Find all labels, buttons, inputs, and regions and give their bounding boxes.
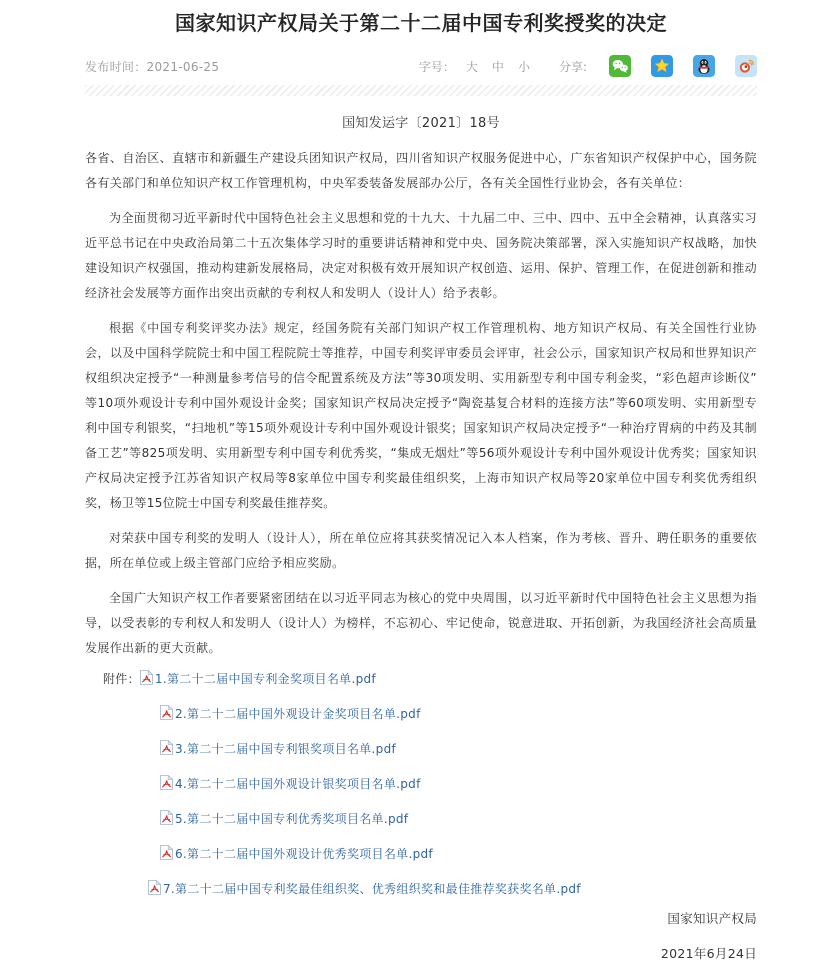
attachments-section: [85, 669, 757, 900]
meta-controls: [419, 55, 757, 77]
attachment-link-7[interactable]: 7.第二十二届中国专利奖最佳组织奖、优秀组织奖和最佳推荐奖获奖名单.pdf: [148, 882, 581, 896]
attachment-row-6: [85, 844, 757, 865]
attachment-link-6[interactable]: 6.第二十二届中国外观设计优秀奖项目名单.pdf: [160, 847, 433, 861]
attachments-label: 附件：: [103, 672, 140, 686]
attachment-row-1: [85, 669, 757, 690]
body-paragraph-2: 根据《中国专利奖评奖办法》规定，经国务院有关部门知识产权工作管理机构、地方知识产权局、有关全国性行业协会，以及中国科学院院士和中国工程院院士等推荐，中国专利奖评审委员会评审，社会公示，国家知识产权局和世界知识产权组织决定授予“一种测量参考信号的信令配置系统及方法”等30项发明、实用新型专利中国专利金奖，“彩色超声诊断仪”等10项外观设计专利中国外观设计金奖；国家知识产权局决定授予“陶瓷基复合材料的连接方法”等60项发明、实用新型专利中国专利银奖，“扫地机”等15项外观设计专利中国外观设计银奖；国家知识产权局决定授予“一种治疗胃病的中药及其制备工艺”等825项发明、实用新型专利中国专利优秀奖，“集成无烟灶”等56项外观设计专利中国外观设计优秀奖；国家知识产权局决定授予江苏省知识产权局等8家单位中国专利奖最佳组织奖，上海市知识产权局等20家单位中国专利奖优秀组织奖，杨卫等15位院士中国专利奖最佳推荐奖。: [85, 321, 757, 510]
font-size-large-button[interactable]: 大: [465, 59, 478, 74]
meta-bar: [85, 54, 757, 78]
wechat-icon[interactable]: [609, 55, 631, 77]
pdf-icon: [160, 705, 173, 720]
signature-block: [85, 908, 757, 964]
pdf-icon: [160, 740, 173, 755]
page-title: 国家知识产权局关于第二十二届中国专利奖授奖的决定: [175, 11, 667, 35]
signature-org: 国家知识产权局: [667, 911, 757, 926]
attachment-link-5[interactable]: 5.第二十二届中国专利优秀奖项目名单.pdf: [160, 812, 408, 826]
attachment-link-1[interactable]: 1.第二十二届中国专利金奖项目名单.pdf: [140, 672, 376, 686]
font-size-medium-button[interactable]: 中: [491, 59, 504, 74]
publish-time: [85, 58, 219, 75]
signature-date: 2021年6月24日: [660, 946, 757, 961]
weibo-icon[interactable]: [735, 55, 757, 77]
pdf-icon: [140, 670, 153, 685]
attachment-row-7: [85, 879, 757, 900]
qzone-star-icon[interactable]: [651, 55, 673, 77]
attachment-row-5: [85, 809, 757, 830]
body-paragraph-4: 全国广大知识产权工作者要紧密团结在以习近平同志为核心的党中央周围，以习近平新时代中国特色社会主义思想为指导，以受表彰的专利权人和发明人（设计人）为榜样，不忘初心、牢记使命，锐意进取、开拓创新，为我国经济社会高质量发展作出新的更大贡献。: [85, 591, 757, 655]
publish-time-label: 发布时间：: [85, 59, 147, 74]
pdf-icon: [160, 775, 173, 790]
attachment-link-4[interactable]: 4.第二十二届中国外观设计银奖项目名单.pdf: [160, 777, 421, 791]
attachment-row-2: [85, 704, 757, 725]
attachment-row-3: [85, 739, 757, 760]
share-label: 分享:: [558, 59, 587, 74]
pdf-icon: [148, 880, 161, 895]
pdf-icon: [160, 845, 173, 860]
qq-icon[interactable]: [693, 55, 715, 77]
attachment-link-2[interactable]: 2.第二十二届中国外观设计金奖项目名单.pdf: [160, 707, 421, 721]
attachment-row-4: [85, 774, 757, 795]
addressee-paragraph: 各省、自治区、直辖市和新疆生产建设兵团知识产权局，四川省知识产权服务促进中心，广东省知识产权保护中心，国务院各有关部门和单位知识产权工作管理机构，中央军委装备发展部办公厅，各有关全国性行业协会，各有关单位：: [85, 151, 757, 190]
body-paragraph-1: 为全面贯彻习近平新时代中国特色社会主义思想和党的十九大、十九届二中、三中、四中、五中全会精神，认真落实习近平总书记在中央政治局第二十五次集体学习时的重要讲话精神和党中央、国务院决策部署，深入实施知识产权战略，加快建设知识产权强国，推动构建新发展格局，决定对积极有效开展知识产权创造、运用、保护、管理工作，在促进创新和推动经济社会发展等方面作出突出贡献的专利权人和发明人（设计人）给予表彰。: [85, 211, 757, 300]
document-number: 国知发运字〔2021〕18号: [342, 116, 500, 131]
publish-date: 2021-06-25: [146, 59, 220, 74]
hatched-divider: [85, 85, 757, 96]
font-size-small-button[interactable]: 小: [517, 59, 530, 74]
pdf-icon: [160, 810, 173, 825]
font-size-label: 字号：: [418, 59, 455, 74]
body-paragraph-3: 对荣获中国专利奖的发明人（设计人），所在单位应将其获奖情况记入本人档案，作为考核、晋升、聘任职务的重要依据，所在单位或上级主管部门应给予相应奖励。: [85, 531, 757, 570]
attachment-link-3[interactable]: 3.第二十二届中国专利银奖项目名单.pdf: [160, 742, 396, 756]
